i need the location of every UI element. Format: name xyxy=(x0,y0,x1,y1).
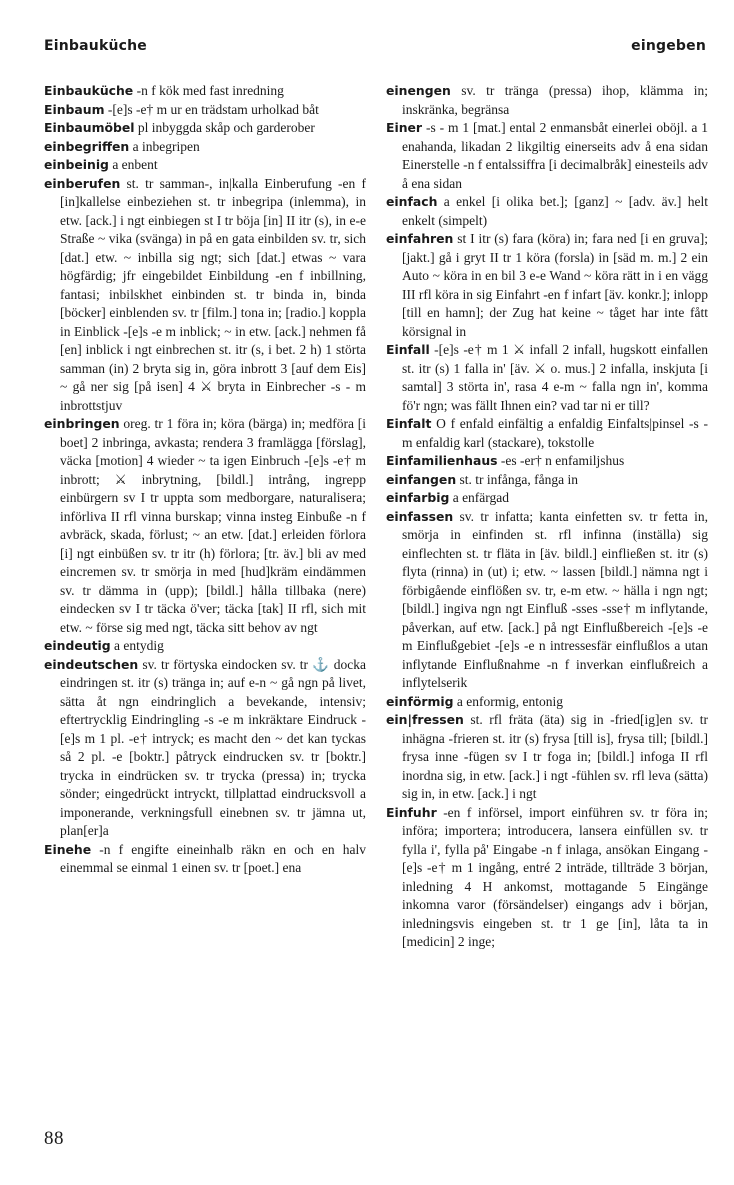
entry-headword: ein|fressen xyxy=(386,712,464,727)
entry-definition: a enfärgad xyxy=(449,490,510,505)
entry-definition: a inbegripen xyxy=(129,138,200,154)
entry-headword: Einbaumöbel xyxy=(44,120,135,135)
entry-headword: einfarbig xyxy=(386,490,450,505)
entry-definition: oreg. tr 1 föra in; köra (bärga) in; medföra [i boet] 2 inbringa, avkasta; rendera 3 framlägga [förslag], väcka [motion] 4 wieder ~ ta igen Einbruch -[e]s -e† m inbrott; ⚔ inbrytning, [bildl.] intrång, ingrepp einbürgern sv I tr uppta som medborgare, naturalisera; införliva II rfl vinna burskap; vinna insteg Einbuße -n f avbräck, skada, förlust; ~ an etw. [dat.] erleiden förlora [i] ngt einbüßen sv. tr itr (h) förlora; [tr. äv.] bli av med eincremen sv. tr smörja in med [hud]kräm eindämmen sv. tr dämma in (upp); [bildl.] hålla tillbaka (nere) eindecken sv I tr täcka ö'ver; täcka [tak] II rfl, sich mit etw. ~ förse sig med ngt, täcka sitt behov av ngt xyxy=(60,416,366,635)
dictionary-entry xyxy=(44,415,366,637)
dictionary-entry xyxy=(44,138,366,157)
entry-headword: Einfall xyxy=(386,342,430,357)
entry-definition: -en f införsel, import einführen sv. tr föra in; införa; importera; introducera, lansera einfüllen sv. tr fylla i', fylla på' Eingabe -n f inlaga, ansökan Eingang -[e]s -e† m 1 ingång, entré 2 inträde, tillträde 3 början, inledning 4 H ankomst, mottagande 5 Eingänge inkomna varor (försändelser) eingangs adv i början, inledningsvis eingeben st. tr 1 ge [in], låta ta in [medicin] 2 inge; xyxy=(402,804,708,949)
dictionary-entry xyxy=(386,341,708,415)
entry-definition: a enbent xyxy=(108,157,158,172)
entry-headword: Einehe xyxy=(44,841,92,857)
dictionary-entry xyxy=(386,119,708,193)
dictionary-entry xyxy=(44,101,366,120)
dictionary-entry xyxy=(44,656,366,841)
entry-definition: -[e]s -e† m 1 ⚔ infall 2 infall, hugskott einfallen st. itr (s) 1 falla in' [äv. ⚔ o. mus.] 2 infalla, inskjuta [i samtal] 3 störta in', rasa 4 e-m ~ falla ngn in', komma fö'r ngn; was fällt Ihnen ein? vad tar ni er till? xyxy=(402,342,708,413)
entry-headword: Einbauküche xyxy=(44,83,134,98)
dictionary-entry xyxy=(386,508,708,693)
entry-headword: einbegriffen xyxy=(44,138,130,154)
entry-definition: O f enfald einfältig a enfaldig Einfalts|pinsel -s - m enfaldig karl (stackare), tokstolle xyxy=(402,416,708,450)
dictionary-entry xyxy=(386,193,708,230)
running-head-left: Einbauküche xyxy=(44,38,148,54)
entry-definition: -n f engifte eineinhalb räkn en och en halv einemmal se einmal 1 einen sv. tr [poet.] ena xyxy=(60,841,366,875)
entry-headword: einförmig xyxy=(386,693,454,709)
entry-definition: sv. tr tränga (pressa) ihop, klämma in; inskränka, begränsa xyxy=(402,83,708,117)
entry-definition: sv. tr förtyska eindocken sv. tr ⚓ docka eindringen st. itr (s) tränga in; auf e-n ~ gå ngn på livet, sätta åt ngn eindringlich a bevekande, intensiv; eftertrycklig Eindringling -s -e m inkräktare Eindruck -[e]s m 1 pl. -e† intryck; es macht den ~ det kan tyckas så 2 pl. -e [boktr.] påtryck eindrucken sv. tr [boktr.] trycka in eindrücken sv. tr trycka (pressa) in; trycka sönder; eingedrückt intryckt, tillplattad eindrucksvoll a imponerande, verkningsfull einebnen sv. tr jämna ut, plan[er]a xyxy=(60,656,366,838)
entry-definition: st. tr samman-, in|kalla Einberufung -en f [in]kallelse einbeziehen st. tr inbegripa (inlemma), in etw. [ack.] i ngt einbiegen st I tr böja [in] II itr (s), in e-e Straße ~ vika (svänga) in på en gata einbilden sv. tr, sich [dat.] etw. ~ inbilla sig ngt; sich [dat.] etwas ~ vara högfärdig; jfr eingebildet Einbildung -en f inbillning, fantasi; inbilskhet einbinden st. tr binda in, binda [böcker] einblenden sv. tr [film.] tona in; [radio.] koppla in Einblick -[e]s -e m inblick; ~ in etw. [ack.] nehmen få [en] inblick i ngt einbrechen st. itr (s, i bet. 2 h) 1 störta samman (in) 2 bryta sig in, göra inbrott 3 [auf dem Eis] ~ gå ner sig [på isen] 4 ⚔ bryta in Einbrecher -s - m inbrottstjuv xyxy=(60,175,366,413)
entry-headword: Einfuhr xyxy=(386,804,437,820)
entry-headword: Einfamilienhaus xyxy=(386,453,498,468)
running-head-right: eingeben xyxy=(631,38,706,54)
entry-definition: -[e]s -e† m ur en trädstam urholkad båt xyxy=(104,101,319,117)
dictionary-entry xyxy=(44,175,366,416)
entry-definition: a enformig, entonig xyxy=(453,693,563,709)
dictionary-entry xyxy=(386,415,708,452)
entry-headword: einberufen xyxy=(44,175,121,191)
dictionary-entry xyxy=(386,452,708,471)
entry-headword: eindeutig xyxy=(44,638,111,653)
entry-headword: einbeinig xyxy=(44,157,109,172)
entry-definition: sv. tr infatta; kanta einfetten sv. tr fetta in, smörja in einfinden st. rfl infinna (inställa) sig einflechten st. tr fläta in [äv. bildl.] einfließen st. itr (s) flyta (rinna) in (ut) i; etw. ~ lassen [bildl.] nämna ngt i förbigående einflößen sv. tr, e-m etw. ~ hälla i ngn ngt; [bildl.] ingiva ngn ngt Einfluß -sses -sse† m inflytande, påverkan, auf etw. [ack.] på ngt Einflußbereich -[e]s -e m Einflußgebiet -[e]s -e n intressesfär einflußlos a utan inflytande Einflußnahme -n f inverkan einflußreich a inflytelserik xyxy=(402,508,708,690)
dictionary-entry xyxy=(44,637,366,656)
running-head xyxy=(44,38,706,54)
right-column xyxy=(386,82,708,952)
dictionary-entry xyxy=(386,82,708,119)
dictionary-entry xyxy=(44,156,366,175)
text-columns xyxy=(44,82,708,952)
dictionary-entry xyxy=(386,471,708,490)
entry-definition: st I itr (s) fara (köra) in; fara ned [i en gruva]; [jakt.] gå i gryt II tr 1 köra (forsla) in [säd m. m.] 2 ein Auto ~ köra in en bil 3 e-e Wand ~ köra rätt in i en vägg III rfl köra in sig Einfahrt -en f infart [äv. konkr.]; inlopp [till en hamn]; der Zug hat keine ~ tåget har inte fått körsignal in xyxy=(402,231,708,339)
dictionary-entry xyxy=(386,711,708,804)
entry-definition: -n f kök med fast inredning xyxy=(133,83,284,98)
page-number: 88 xyxy=(44,1128,64,1149)
dictionary-entry xyxy=(44,82,366,101)
entry-headword: einengen xyxy=(386,83,451,98)
entry-definition: st. tr infånga, fånga in xyxy=(456,471,578,487)
entry-headword: Einer xyxy=(386,120,423,135)
dictionary-entry xyxy=(386,804,708,952)
entry-headword: einfangen xyxy=(386,471,457,487)
entry-headword: einbringen xyxy=(44,416,120,431)
dictionary-entry xyxy=(386,693,708,712)
entry-definition: a entydig xyxy=(110,638,164,653)
dictionary-entry xyxy=(386,230,708,341)
entry-definition: a enkel [i olika bet.]; [ganz] ~ [adv. äv.] helt enkelt (simpelt) xyxy=(402,194,708,228)
entry-headword: einfach xyxy=(386,194,438,209)
entry-definition: -s - m 1 [mat.] ental 2 enmansbåt einerlei oböjl. a 1 enahanda, likadan 2 likgiltig einerseits adv å ena sidan Einerstelle -n f entalssiffra [i decimalbråk] einesteils adv å ena sidan xyxy=(402,120,709,191)
entry-headword: Einbaum xyxy=(44,101,105,117)
dictionary-entry xyxy=(44,119,366,138)
dictionary-entry xyxy=(44,841,366,878)
entry-definition: st. rfl fräta (äta) sig in -fried[ig]en sv. tr inhägna -frieren st. itr (s) frysa [till is], frysa till; [bildl.] frysa inne -fügen sv I tr foga in; [bildl.] infoga II rfl inordna sig, in etw. [ack.] i ngt -fühlen sv. rfl leva (sätta) sig in, in etw. [ack.] i ngt xyxy=(402,712,708,801)
entry-headword: einfassen xyxy=(386,508,454,524)
entry-definition: -es -er† n enfamiljshus xyxy=(497,453,625,468)
left-column xyxy=(44,82,366,952)
entry-headword: einfahren xyxy=(386,231,454,246)
entry-definition: pl inbyggda skåp och garderober xyxy=(134,120,315,135)
entry-headword: eindeutschen xyxy=(44,656,139,672)
dictionary-entry xyxy=(386,489,708,508)
entry-headword: Einfalt xyxy=(386,416,432,431)
